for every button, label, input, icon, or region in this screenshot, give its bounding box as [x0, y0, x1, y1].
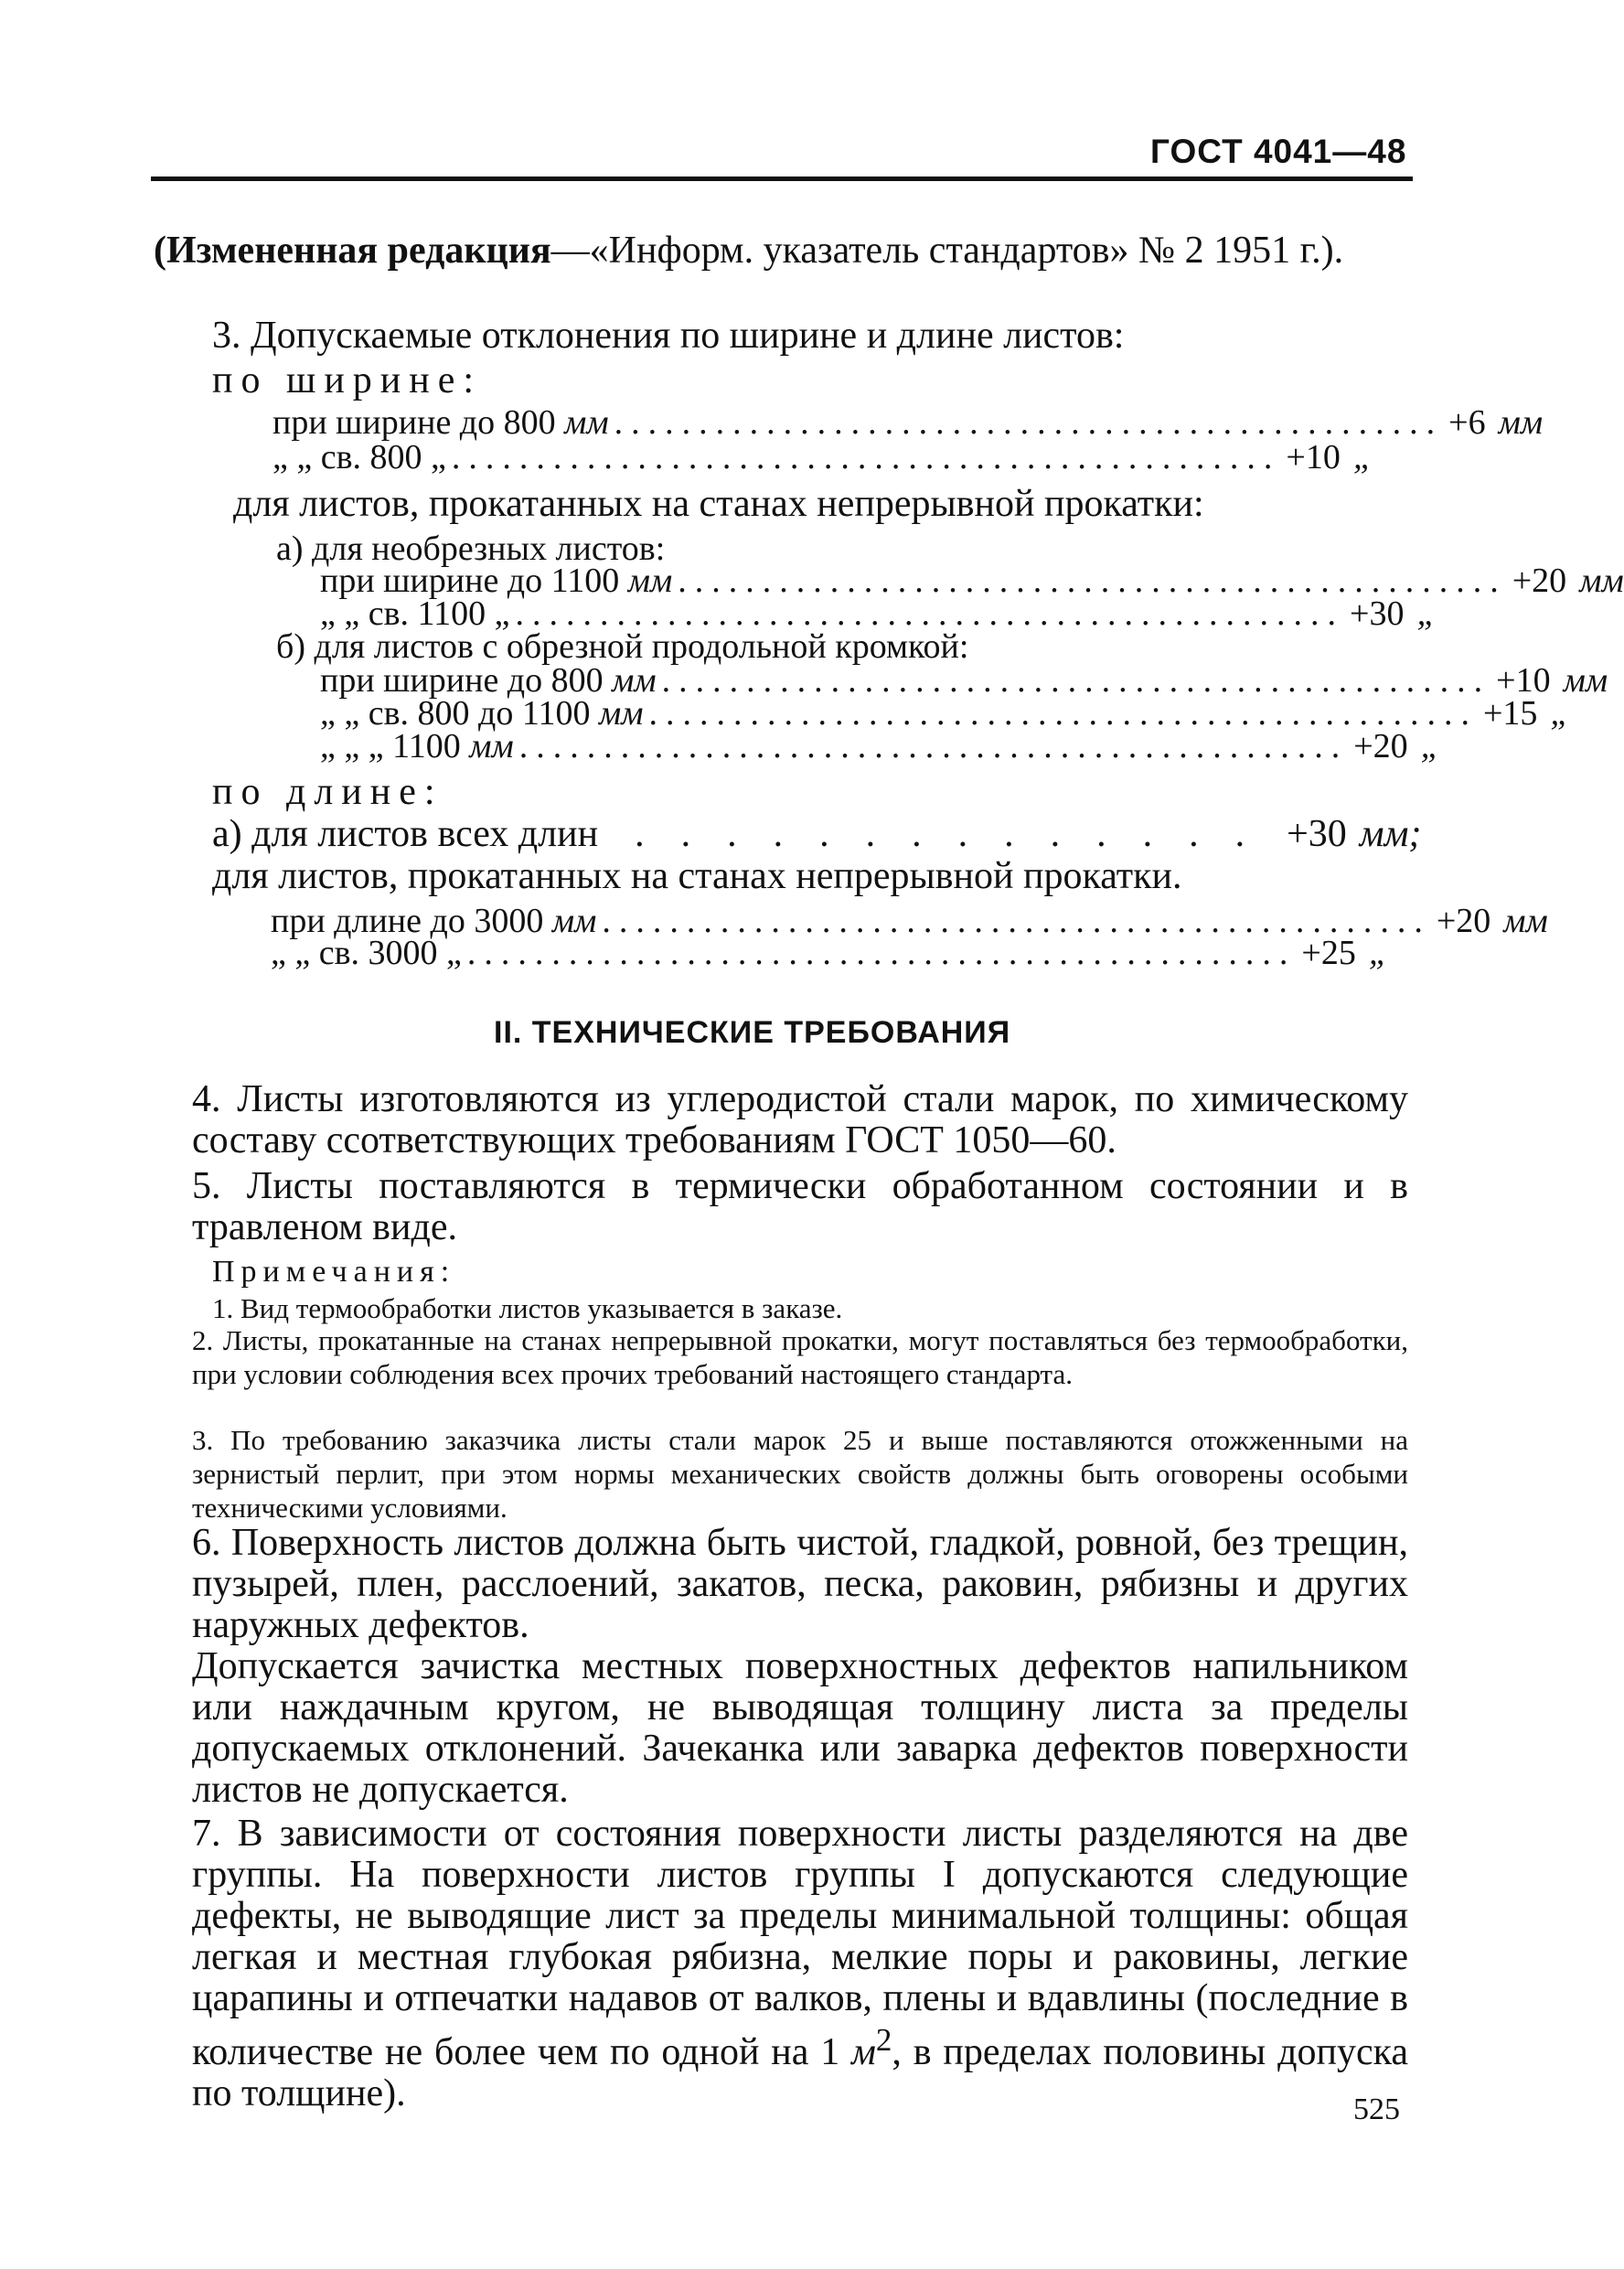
- length-row-2: „ „ св. 3000 „ ................................................. +25 „: [271, 934, 1388, 972]
- paragraph-4: 4. Листы изготовляются из углеродистой стали марок, по химическому составу ссответствующих требованиям ГОСТ 1050—60.: [192, 1078, 1408, 1161]
- continuous-rolling-heading: для листов, прокатанных на станах непрерывной прокатки:: [233, 483, 1204, 525]
- changed-edition-label: (Измененная редакция: [154, 230, 551, 272]
- paragraph-6-continued: Допускается зачистка местных поверхностных дефектов напильником или наждачным кругом, не выводящая толщину листа за пределы допускаемых отклонений. Зачеканка или заварка дефектов поверхности листов не допускается.: [192, 1645, 1408, 1811]
- paragraph-6: 6. Поверхность листов должна быть чистой, гладкой, ровной, без трещин, пузырей, плен, расслоений, закатов, песка, раковин, рябизны и других наружных дефектов.: [192, 1522, 1408, 1646]
- cut-edge-row-3: „ „ „ 1100 мм ................................................. +20 „: [320, 727, 1440, 765]
- page-number: 525: [1353, 2092, 1400, 2126]
- note-1: 1. Вид термообработки листов указывается в заказе.: [212, 1292, 843, 1324]
- length-row-1: при длине до 3000 мм ................................................. +20 мм: [271, 902, 1548, 940]
- changed-edition-note: [154, 230, 1406, 272]
- note-2: 2. Листы, прокатанные на станах непрерывной прокатки, могут поставляться без термообработки, при условии соблюдения всех прочих требований настоящего стандарта.: [192, 1324, 1408, 1390]
- paragraph-7: 7. В зависимости от состояния поверхности листы разделяются на две группы. На поверхности листов группы I допускаются следующие дефекты, не выводящие лист за пределы минимальной толщины: общая легкая и местная глубокая рябизна, мелкие поры и раковины, легкие царапины и отпечатки надавов от валков, плены и вдавлины (последние в количестве не более чем по одной на 1 $м^2$, в пределах половины допуска по толщине).: [192, 1813, 1409, 2114]
- changed-edition-text: —«Информ. указатель стандартов» № 2 1951 г.).: [550, 230, 1344, 272]
- document-header: ГОСТ 4041—48: [1150, 133, 1407, 170]
- width-heading: по ширине:: [212, 359, 483, 401]
- width-row-2: „ „ св. 800 „ ................................................. +10 „: [272, 438, 1373, 476]
- paragraph-5: 5. Листы поставляются в термически обработанном состоянии и в травленом виде.: [192, 1165, 1408, 1248]
- uncut-row-2: „ „ св. 1100 „ ................................................. +30 „: [320, 594, 1437, 633]
- continuous-rolling-heading-2: для листов, прокатанных на станах непрерывной прокатки.: [212, 855, 1182, 897]
- length-heading: по длине:: [212, 771, 443, 813]
- section-title: II. ТЕХНИЧЕСКИЕ ТРЕБОВАНИЯ: [494, 1015, 1011, 1050]
- note-3: 3. По требованию заказчика листы стали марок 25 и выше поставляются отожженными на зернистый перлит, при этом нормы механических свойств должны быть оговорены особыми техническими условиями.: [192, 1424, 1408, 1524]
- notes-heading: Примечания:: [212, 1255, 456, 1289]
- cut-edge-row-2: „ „ св. 800 до 1100 мм ................................................. +15 „: [320, 694, 1570, 733]
- paragraph-3: 3. Допускаемые отклонения по ширине и длине листов:: [212, 315, 1125, 357]
- cut-edge-row-1: при ширине до 800 мм ................................................. +10 мм: [320, 661, 1608, 700]
- width-row-1: при ширине до 800 мм ................................................. +6 мм: [272, 403, 1544, 442]
- cut-edge-heading: б) для листов с обрезной продольной кромкой:: [276, 627, 969, 666]
- uncut-row-1: при ширине до 1100 мм ................................................. +20 мм: [320, 562, 1624, 600]
- header-rule: [151, 177, 1413, 181]
- uncut-sheets-heading: а) для необрезных листов:: [276, 530, 666, 568]
- length-all-row: а) для листов всех длин .............. +30 мм;: [212, 813, 1422, 855]
